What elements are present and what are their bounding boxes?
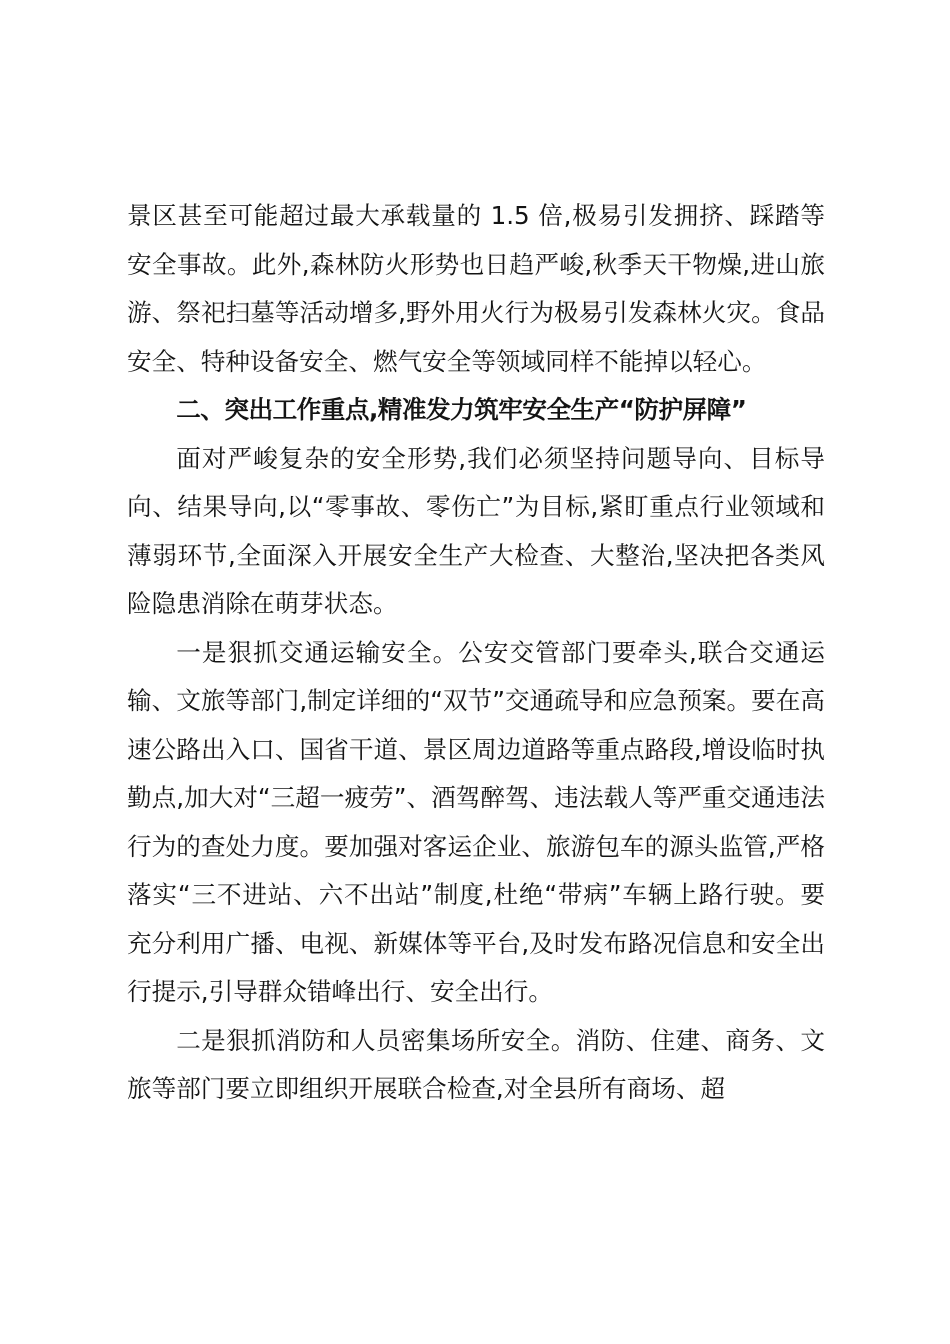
paragraph-intro: 面对严峻复杂的安全形势,我们必须坚持问题导向、目标导向、结果导向,以“零事故、零伤亡”为目标,紧盯重点行业领域和薄弱环节,全面深入开展安全生产大检查、大整治,坚决把各类风险隐患消除在萌芽状态。 <box>127 443 825 618</box>
paragraph-traffic-safety: 一是狠抓交通运输安全。公安交管部门要牵头,联合交通运输、文旅等部门,制定详细的“双节”交通疏导和应急预案。要在高速公路出入口、国省干道、景区周边道路等重点路段,增设临时执勤点,加大对“三超一疲劳”、酒驾醉驾、违法载人等严重交通违法行为的查处力度。要加强对客运企业、旅游包车的源头监管,严格落实“三不进站、六不出站”制度,杜绝“带病”车辆上路行驶。要充分利用广播、电视、新媒体等平台,及时发布路况信息和安全出行提示,引导群众错峰出行、安全出行。 <box>127 637 825 1006</box>
paragraph-fire-safety: 二是狠抓消防和人员密集场所安全。消防、住建、商务、文旅等部门要立即组织开展联合检查,对全县所有商场、超 <box>127 1025 825 1103</box>
document-page <box>127 192 825 1114</box>
section-heading: 二、突出工作重点,精准发力筑牢安全生产“防护屏障” <box>176 395 747 424</box>
paragraph-continuation: 景区甚至可能超过最大承载量的 1.5 倍,极易引发拥挤、踩踏等安全事故。此外,森林防火形势也日趋严峻,秋季天干物燥,进山旅游、祭祀扫墓等活动增多,野外用火行为极易引发森林火灾。食品安全、特种设备安全、燃气安全等领域同样不能掉以轻心。 <box>127 201 825 376</box>
